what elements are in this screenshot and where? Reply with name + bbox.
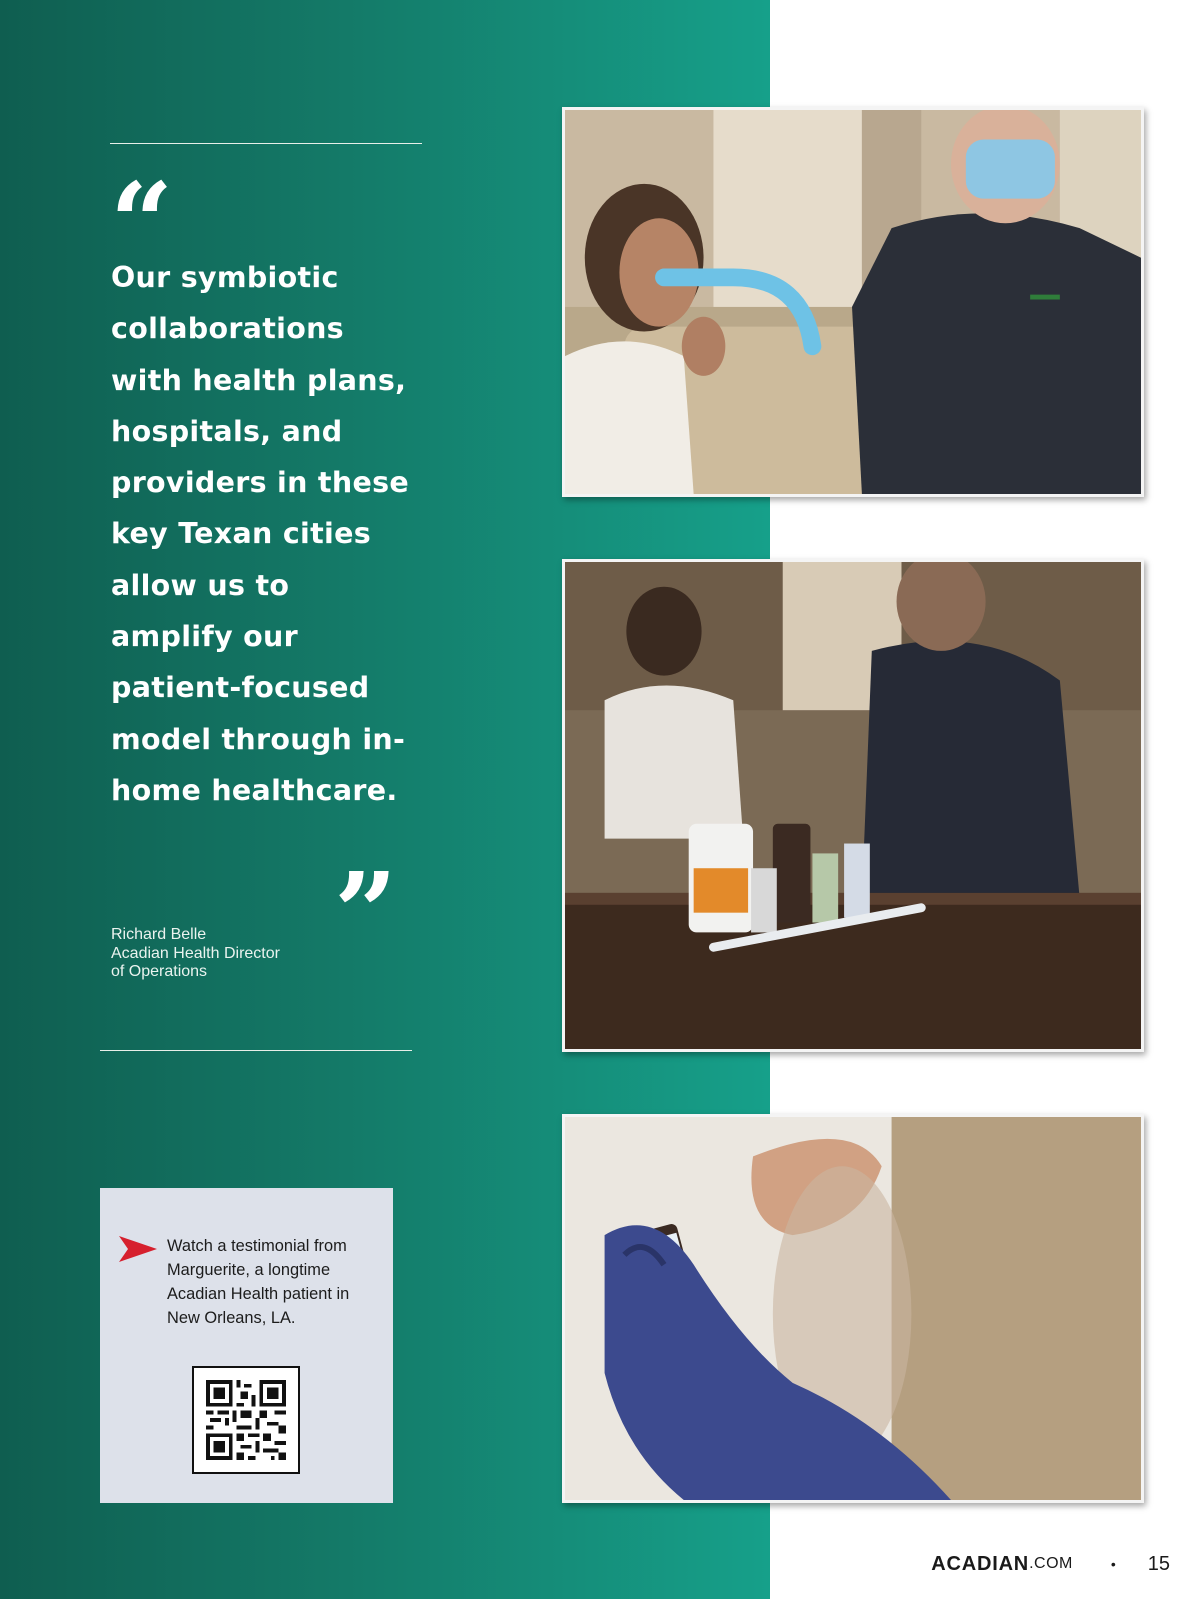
photo-nebulizer-treatment <box>562 107 1144 497</box>
quote-attribution <box>111 926 371 982</box>
qr-pattern <box>206 1380 286 1460</box>
testimonial-text: Watch a testimonial from Marguerite, a longtime Acadian Health patient in New Orleans, LA. <box>167 1237 350 1327</box>
page-footer <box>931 1549 1170 1579</box>
page-number: 15 <box>1147 1552 1170 1575</box>
attribution-title-cont: of Operations <box>111 963 208 981</box>
photo-gloved-hands-drawing-vial <box>562 1114 1144 1503</box>
medications-scene-icon <box>565 562 1141 1049</box>
attribution-title: Acadian Health Director <box>111 944 280 962</box>
red-arrow-icon <box>119 1236 157 1262</box>
footer-brand-suffix: .COM <box>1029 1555 1073 1572</box>
pull-quote-text: Our symbiotic collaborations with health plans, hospitals, and providers in these key Texan cities allow us to amplify our patient-focused model through in-home healthcare. <box>111 261 409 807</box>
testimonial-callout <box>100 1188 393 1503</box>
nebulizer-scene-icon <box>565 110 1141 494</box>
top-divider <box>110 143 422 144</box>
open-quote-mark: “ <box>110 158 174 287</box>
photo-medications-on-table <box>562 559 1144 1052</box>
close-quote-mark: ” <box>334 848 398 977</box>
footer-separator: • <box>1110 1556 1116 1572</box>
injection-scene-icon <box>565 1117 1141 1500</box>
bottom-divider <box>100 1050 412 1051</box>
qr-code-icon[interactable] <box>192 1366 300 1474</box>
footer-brand: ACADIAN <box>931 1552 1030 1575</box>
attribution-name: Richard Belle <box>111 926 207 943</box>
